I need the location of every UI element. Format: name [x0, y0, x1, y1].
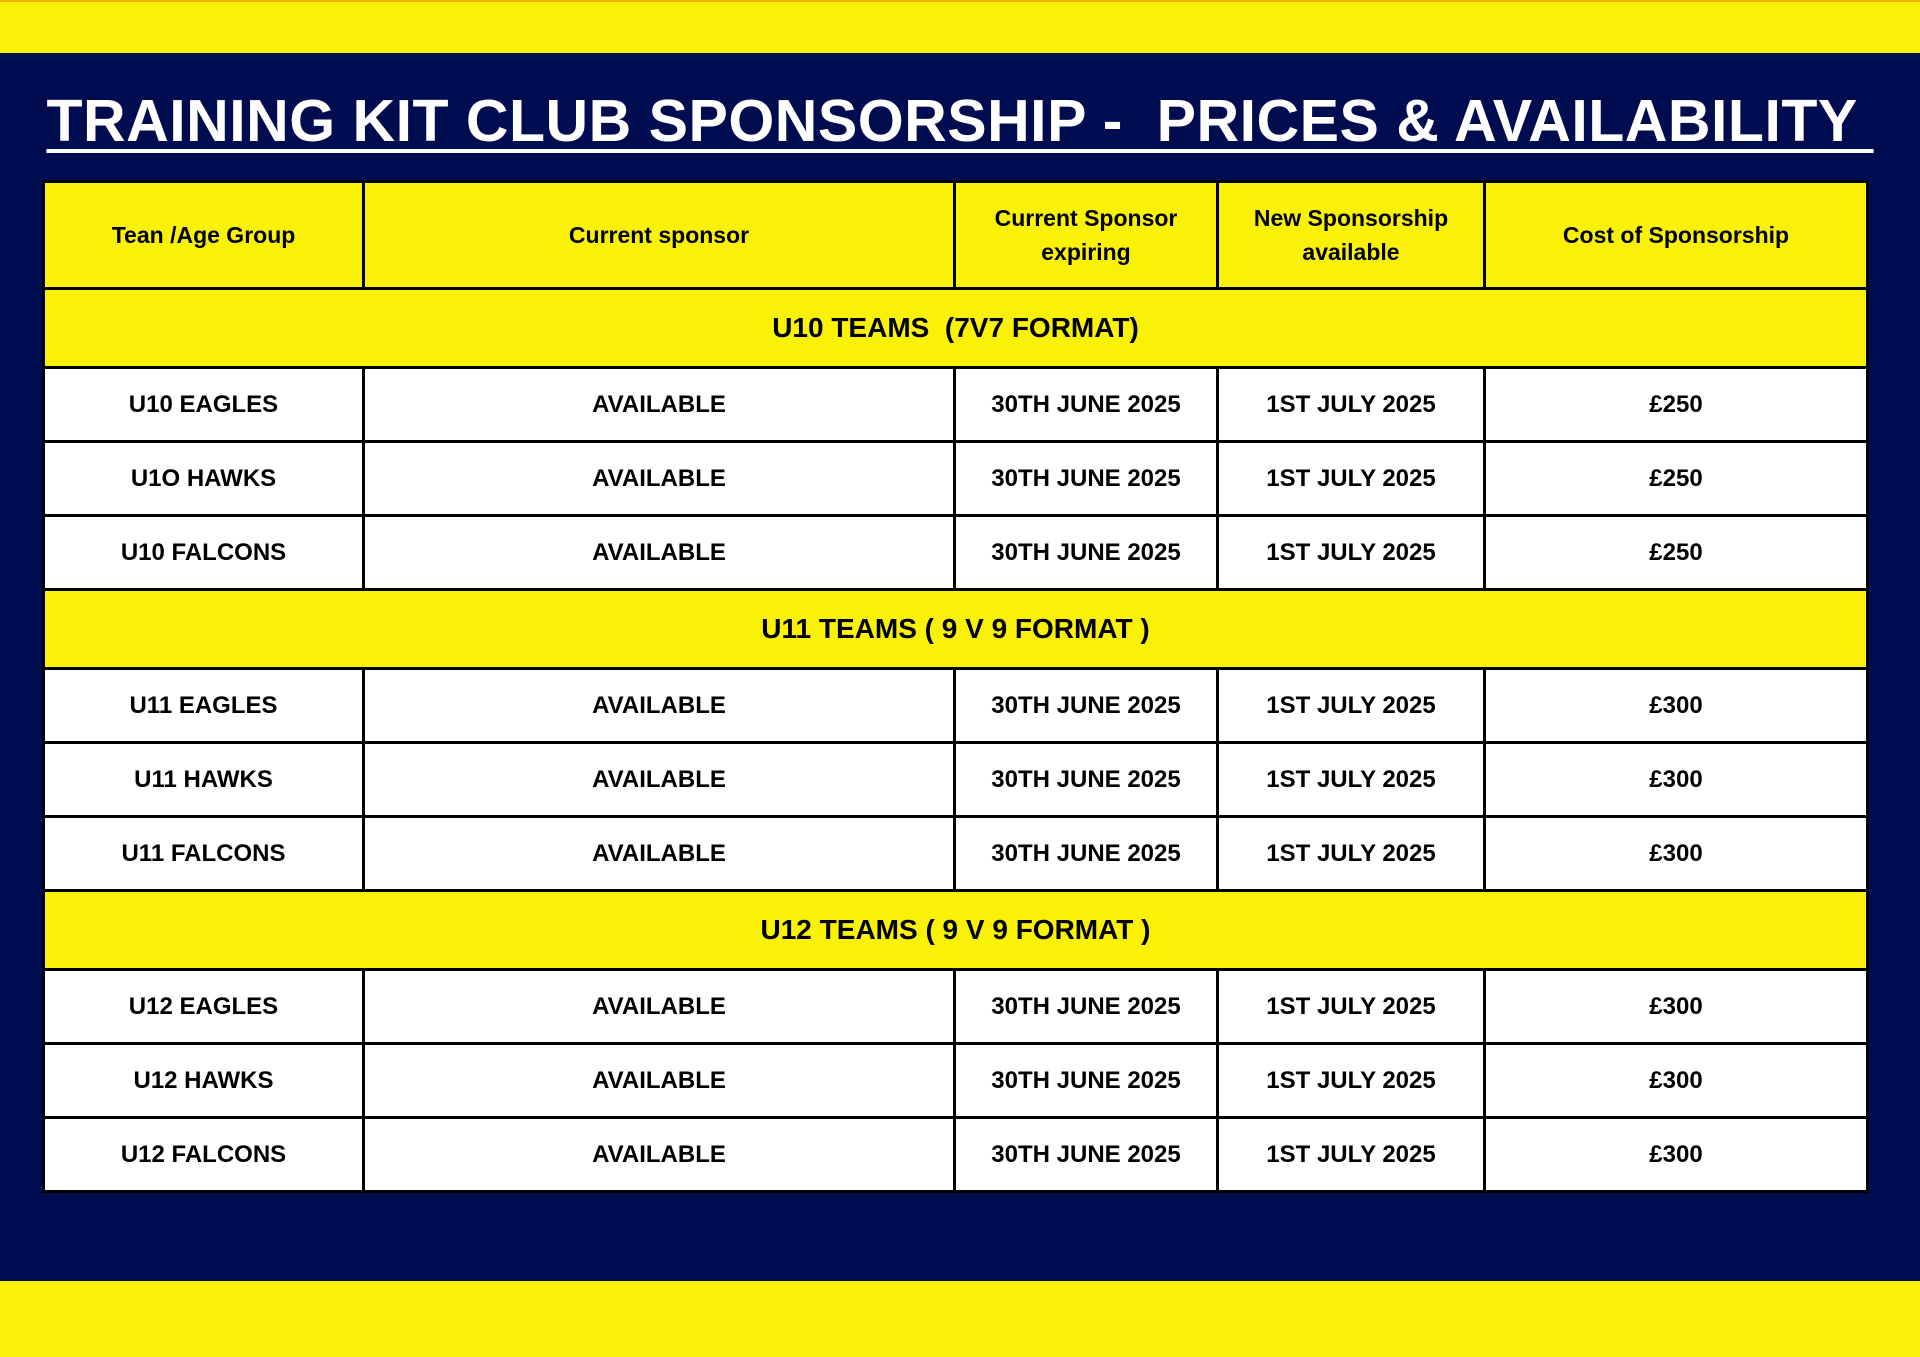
- group-row-u10: [44, 289, 1868, 368]
- available-cell: 1ST JULY 2025: [1218, 368, 1485, 442]
- expiring-cell: 30TH JUNE 2025: [955, 442, 1218, 516]
- team-cell: U12 EAGLES: [44, 970, 364, 1044]
- available-cell: 1ST JULY 2025: [1218, 669, 1485, 743]
- table-row: [44, 1118, 1868, 1192]
- available-cell: 1ST JULY 2025: [1218, 817, 1485, 891]
- sponsor-cell: AVAILABLE: [364, 1044, 955, 1118]
- table-row: [44, 1044, 1868, 1118]
- sponsor-cell: AVAILABLE: [364, 970, 955, 1044]
- team-cell: U10 EAGLES: [44, 368, 364, 442]
- cost-cell: £300: [1485, 743, 1868, 817]
- available-cell: 1ST JULY 2025: [1218, 970, 1485, 1044]
- cost-cell: £250: [1485, 516, 1868, 590]
- page-title: [0, 81, 1920, 161]
- bottom-yellow-band: [0, 1281, 1920, 1357]
- table-row: [44, 516, 1868, 590]
- group-label: U12 TEAMS ( 9 V 9 FORMAT ): [44, 891, 1868, 970]
- header-team-age-group: Tean /Age Group: [44, 182, 364, 289]
- cost-cell: £300: [1485, 1118, 1868, 1192]
- available-cell: 1ST JULY 2025: [1218, 442, 1485, 516]
- header-new-sponsorship-available: New Sponsorship available: [1218, 182, 1485, 289]
- team-cell: U12 FALCONS: [44, 1118, 364, 1192]
- header-sponsor-expiring: Current Sponsor expiring: [955, 182, 1218, 289]
- table-row: [44, 970, 1868, 1044]
- top-yellow-band: [0, 0, 1920, 53]
- header-current-sponsor: Current sponsor: [364, 182, 955, 289]
- cost-cell: £250: [1485, 442, 1868, 516]
- page-title-text: TRAINING KIT CLUB SPONSORSHIP - PRICES & AVAILABILITY: [46, 88, 1874, 154]
- expiring-cell: 30TH JUNE 2025: [955, 1118, 1218, 1192]
- sponsor-cell: AVAILABLE: [364, 368, 955, 442]
- sponsor-cell: AVAILABLE: [364, 817, 955, 891]
- table-row: [44, 817, 1868, 891]
- sponsor-cell: AVAILABLE: [364, 669, 955, 743]
- header-cost-of-sponsorship: Cost of Sponsorship: [1485, 182, 1868, 289]
- navy-panel: [0, 53, 1920, 1281]
- cost-cell: £300: [1485, 669, 1868, 743]
- group-label: U10 TEAMS (7V7 FORMAT): [44, 289, 1868, 368]
- table-row: [44, 442, 1868, 516]
- expiring-cell: 30TH JUNE 2025: [955, 669, 1218, 743]
- cost-cell: £300: [1485, 1044, 1868, 1118]
- team-cell: U11 HAWKS: [44, 743, 364, 817]
- table-header-row: [44, 182, 1868, 289]
- sponsor-cell: AVAILABLE: [364, 516, 955, 590]
- sponsor-cell: AVAILABLE: [364, 1118, 955, 1192]
- sponsor-cell: AVAILABLE: [364, 442, 955, 516]
- table-row: [44, 743, 1868, 817]
- expiring-cell: 30TH JUNE 2025: [955, 817, 1218, 891]
- group-row-u12: [44, 891, 1868, 970]
- team-cell: U1O HAWKS: [44, 442, 364, 516]
- expiring-cell: 30TH JUNE 2025: [955, 516, 1218, 590]
- team-cell: U11 EAGLES: [44, 669, 364, 743]
- sponsorship-table: [42, 180, 1869, 1193]
- expiring-cell: 30TH JUNE 2025: [955, 1044, 1218, 1118]
- team-cell: U12 HAWKS: [44, 1044, 364, 1118]
- cost-cell: £300: [1485, 817, 1868, 891]
- group-row-u11: [44, 590, 1868, 669]
- team-cell: U11 FALCONS: [44, 817, 364, 891]
- table-row: [44, 669, 1868, 743]
- cost-cell: £300: [1485, 970, 1868, 1044]
- table-row: [44, 368, 1868, 442]
- expiring-cell: 30TH JUNE 2025: [955, 743, 1218, 817]
- available-cell: 1ST JULY 2025: [1218, 743, 1485, 817]
- available-cell: 1ST JULY 2025: [1218, 516, 1485, 590]
- expiring-cell: 30TH JUNE 2025: [955, 368, 1218, 442]
- available-cell: 1ST JULY 2025: [1218, 1044, 1485, 1118]
- group-label: U11 TEAMS ( 9 V 9 FORMAT ): [44, 590, 1868, 669]
- cost-cell: £250: [1485, 368, 1868, 442]
- sponsor-cell: AVAILABLE: [364, 743, 955, 817]
- team-cell: U10 FALCONS: [44, 516, 364, 590]
- expiring-cell: 30TH JUNE 2025: [955, 970, 1218, 1044]
- available-cell: 1ST JULY 2025: [1218, 1118, 1485, 1192]
